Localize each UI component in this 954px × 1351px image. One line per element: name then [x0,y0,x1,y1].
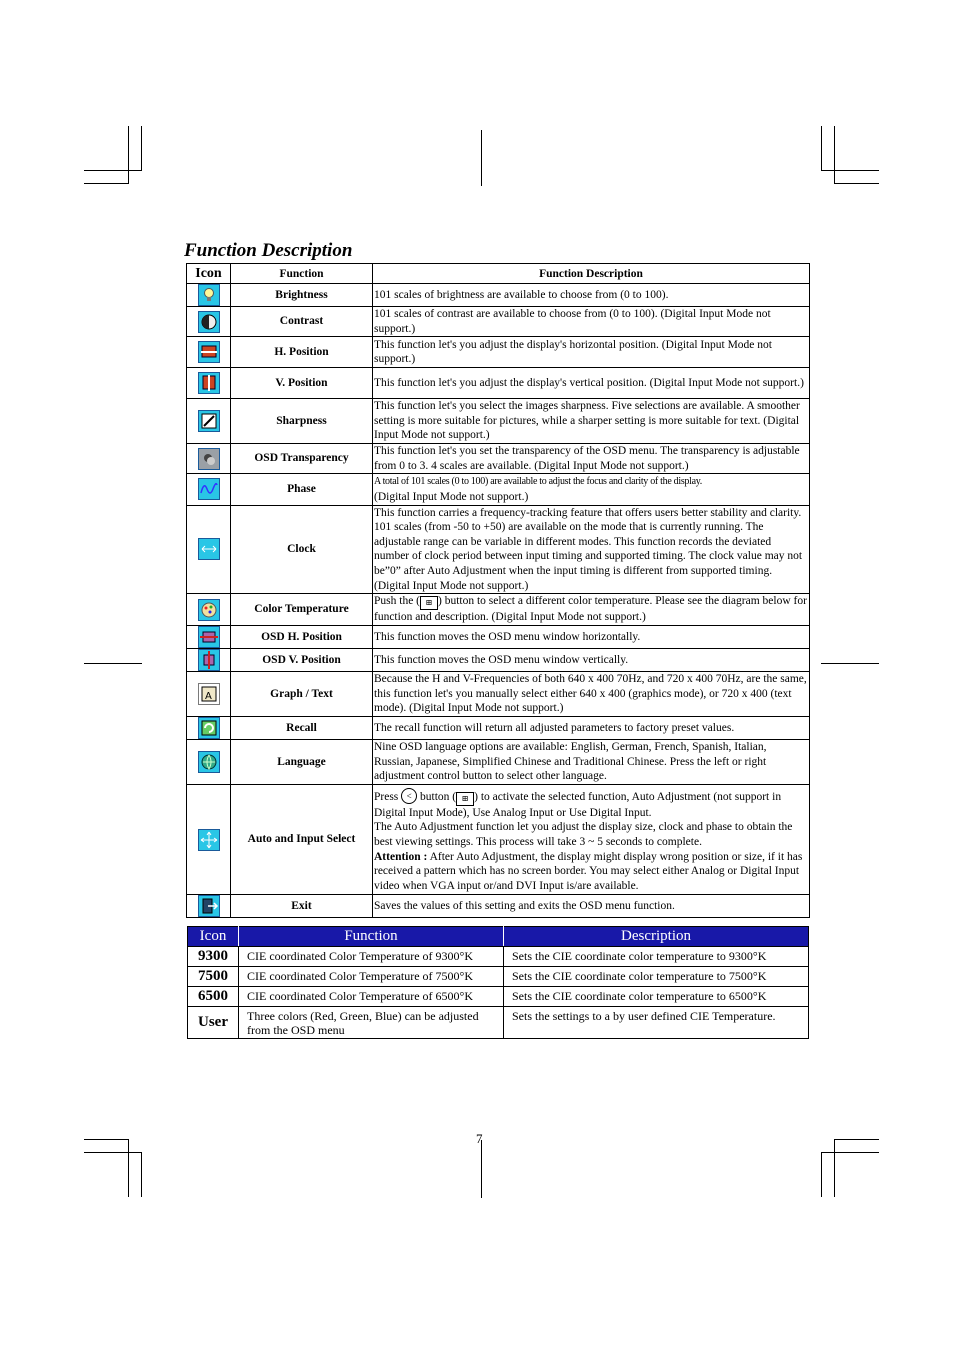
function-description: The Auto Adjustment function let you adjust the display size, clock and phase to obtain the best viewing settings. This process will take 3 ~ 5 seconds to complete. [374,821,793,849]
crop-mark [834,1139,835,1197]
color-temp-function: CIE coordinated Color Temperature of 6500°K [239,987,504,1007]
table-row [187,337,810,368]
table-row [187,444,810,474]
menu-button-icon: ⊞ [456,792,474,806]
crop-mark [84,183,129,184]
table-header-row [188,927,809,947]
color-temp-description: Sets the settings to a by user defined CIE Temperature. [504,1007,809,1039]
v-position-icon [198,372,220,394]
function-name: Language [231,740,373,785]
crop-mark [481,1140,482,1198]
crop-mark [834,126,835,184]
crop-mark [84,663,142,664]
color-temp-description: Sets the CIE coordinate color temperature to 6500°K [504,987,809,1007]
function-name: Color Temperature [231,594,373,626]
table-row [187,895,810,918]
function-name: V. Position [231,368,373,399]
table-row [187,368,810,399]
osd-transparency-icon [198,448,220,470]
function-description: Nine OSD language options are available: English, German, French, Spanish, Italian, Russian, Japanese, Simplified Chinese and Traditional Chinese. Press the left or right adjustment control button to select other language. [373,740,810,785]
color-temperature-table [187,926,809,1039]
function-name: Recall [231,717,373,740]
header-icon: Icon [187,264,231,284]
function-description: ) to activate the selected function, Auto Adjustment (not support in Digital Input Mode), Use Analog Input or Use Digital Input. [374,790,782,819]
crop-mark [84,1152,142,1153]
function-name: OSD V. Position [231,649,373,672]
crop-mark [834,1139,879,1140]
table-row [188,1007,809,1039]
left-arrow-button-icon: < [401,788,417,804]
page-number: 7 [476,1131,483,1146]
crop-mark [821,663,879,664]
osd-h-position-icon [198,626,220,648]
header-function: Function [231,264,373,284]
header-description: Description [504,927,809,947]
function-description: This function let's you select the images sharpness. Five selections are available. A smoother setting is more suitable for pictures, while a sharper setting is more suitable for text. (Digital Input Mode not support.) [373,399,810,444]
crop-mark [141,1152,142,1197]
crop-mark [821,1152,879,1153]
function-description: A total of 101 scales (0 to 100) are available to adjust the focus and clarity of the display. [374,476,702,488]
function-description: ) button to select a different color temperature. Please see the diagram below for function and description. (Digital Input Mode not support.) [374,595,807,624]
recall-icon [198,717,220,739]
color-temp-function: CIE coordinated Color Temperature of 9300°K [239,947,504,967]
sharpness-icon [198,410,220,432]
crop-mark [481,130,482,186]
attention-label: Attention : [374,850,428,863]
brightness-icon [198,284,220,306]
color-temperature-icon [198,599,220,621]
table-row [187,307,810,337]
crop-mark [821,1152,822,1197]
crop-mark [141,126,142,171]
crop-mark [821,170,879,171]
color-temp-key: User [188,1007,239,1039]
header-icon: Icon [188,927,239,947]
color-temp-key: 9300 [188,947,239,967]
function-name: Auto and Input Select [231,785,373,895]
table-row [188,987,809,1007]
color-temp-function: Three colors (Red, Green, Blue) can be adjusted from the OSD menu [239,1007,504,1039]
auto-adjust-icon [198,829,220,851]
language-icon [198,751,220,773]
function-description: Push the ( [374,595,420,608]
function-description: This function moves the OSD menu window vertically. [373,649,810,672]
function-name: H. Position [231,337,373,368]
table-row [187,594,810,626]
svg-text:A: A [204,691,212,703]
function-description: Because the H and V-Frequencies of both 640 x 400 70Hz, and 720 x 400 70Hz, are the same, this function let's you manually select either 640 x 400 (graphics mode), or 720 x 400 (text mode). (Digital Input Mode not support.) [373,672,810,717]
function-description: Press [374,790,399,803]
crop-mark [84,1139,129,1140]
table-row [187,717,810,740]
contrast-icon [198,311,220,333]
color-temp-key: 7500 [188,967,239,987]
function-description: The recall function will return all adjusted parameters to factory preset values. [373,717,810,740]
table-row [187,399,810,444]
crop-mark [821,126,822,171]
function-description: button ( [420,790,457,803]
table-row [187,626,810,649]
function-description: 101 scales of contrast are available to choose from (0 to 100). (Digital Input Mode not support.) [373,307,810,337]
table-row [187,505,810,594]
table-row [187,785,810,895]
crop-mark [128,126,129,184]
exit-icon [198,895,220,917]
function-description: This function let's you set the transparency of the OSD menu. The transparency is adjustable from 0 to 3. 4 scales are available. (Digital Input Mode not support.) [373,444,810,474]
header-description: Function Description [373,264,810,284]
function-name: Clock [231,505,373,594]
function-description: This function let's you adjust the display's horizontal position. (Digital Input Mode not support.) [373,337,810,368]
function-name: Brightness [231,284,373,307]
crop-mark [128,1139,129,1197]
function-description: (Digital Input Mode not support.) [374,490,529,503]
osd-v-position-icon [198,649,220,671]
function-name: Sharpness [231,399,373,444]
function-name: OSD Transparency [231,444,373,474]
function-description: Saves the values of this setting and exits the OSD menu function. [373,895,810,918]
function-table [186,263,810,918]
table-row [187,672,810,717]
page-title: Function Description [184,240,353,261]
function-description: This function let's you adjust the display's vertical position. (Digital Input Mode not support.) [373,368,810,399]
function-name: Graph / Text [231,672,373,717]
function-name: Contrast [231,307,373,337]
table-row [187,284,810,307]
header-function: Function [239,927,504,947]
phase-icon [198,478,220,500]
color-temp-key: 6500 [188,987,239,1007]
function-name: OSD H. Position [231,626,373,649]
clock-icon [198,538,220,560]
table-row [188,967,809,987]
table-row [188,947,809,967]
function-description: 101 scales of brightness are available to choose from (0 to 100). [373,284,810,307]
function-description: This function carries a frequency-tracking feature that offers users better stability and clarity. 101 scales (from -50 to +50) are available on the mode that is currently running. The adjustable range can be variable in different modes. This function records the deviated number of clock period between input timing and supported timing. The clock value may not be”0” after Auto Adjustment when the input timing is different from supported timing. (Digital Input Mode not support.) [373,505,810,594]
color-temp-description: Sets the CIE coordinate color temperature to 9300°K [504,947,809,967]
function-name: Phase [231,474,373,505]
function-name: Exit [231,895,373,918]
graph-text-icon [198,683,220,705]
h-position-icon [198,341,220,363]
table-row [187,474,810,505]
menu-button-icon: ⊞ [420,596,438,610]
table-header-row [187,264,810,284]
color-temp-description: Sets the CIE coordinate color temperature to 7500°K [504,967,809,987]
function-description: This function moves the OSD menu window horizontally. [373,626,810,649]
crop-mark [834,183,879,184]
table-row [187,740,810,785]
crop-mark [84,170,142,171]
table-row [187,649,810,672]
color-temp-function: CIE coordinated Color Temperature of 7500°K [239,967,504,987]
function-description: After Auto Adjustment, the display might display wrong position or size, if it has received a pattern which has no screen border. You may select either Analog or Digital Input video when VGA input or/and DVI Input is/are available. [374,850,803,892]
